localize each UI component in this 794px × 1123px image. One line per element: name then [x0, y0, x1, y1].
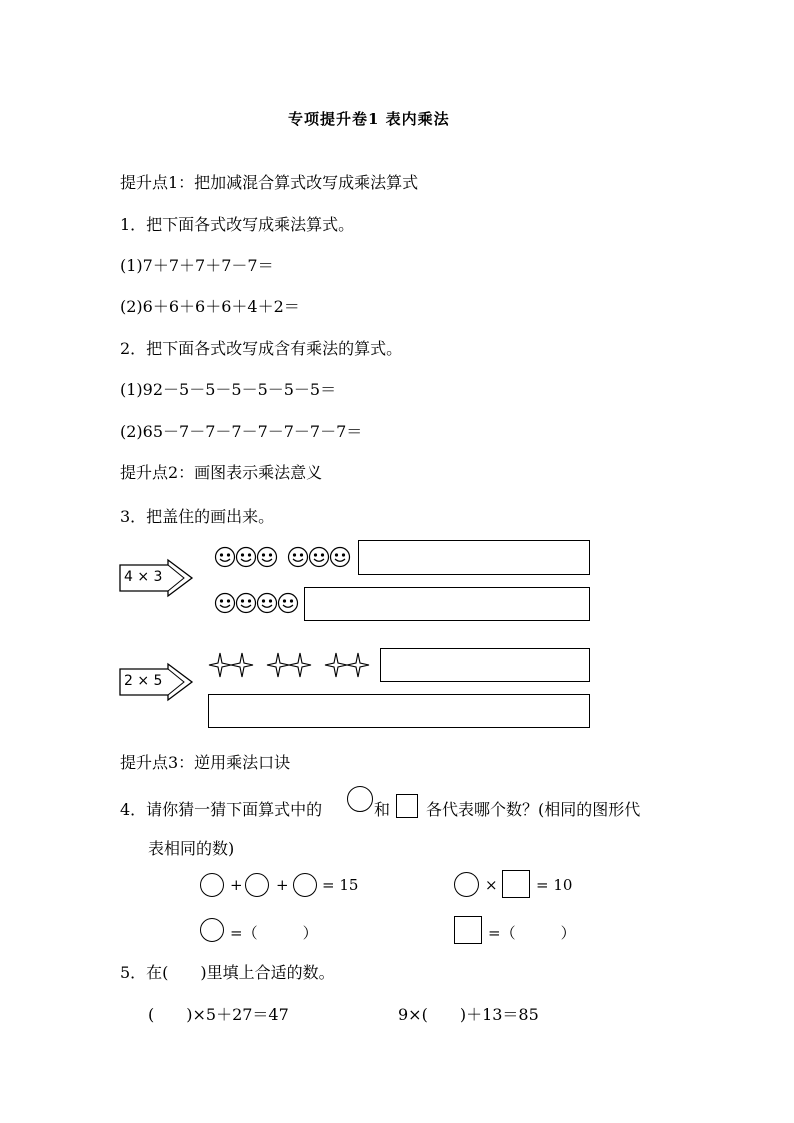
section-heading-1: 提升点1：把加减混合算式改写成乘法算式 [120, 173, 419, 192]
circle-shape-icon [347, 786, 373, 812]
question-5-stem: 5．在( )里填上合适的数。 [120, 963, 335, 982]
arrow-2x5-label: 2 × 5 [124, 673, 163, 689]
times-sign: × [485, 876, 498, 894]
equation-2-result: = 10 [536, 876, 573, 894]
equation-1-result: = 15 [322, 876, 359, 894]
question-4-stem-b: 各代表哪个数？(相同的图形代 [426, 800, 641, 819]
section-heading-2: 提升点2：画图表示乘法意义 [120, 463, 323, 482]
question-4-stem-and: 和 [374, 800, 391, 819]
smiley-group-row-1 [214, 545, 364, 571]
question-2-part-1: (1)92－5－5－5－5－5－5＝ [120, 380, 337, 399]
answer-box-stars-2[interactable] [208, 694, 590, 728]
answer-box-row-1[interactable] [358, 540, 590, 575]
arrow-4x3-label: 4 × 3 [124, 569, 163, 585]
star-group-row [208, 652, 378, 678]
smiley-group-row-2 [214, 591, 304, 617]
question-1-part-2: (2)6＋6＋6＋6＋4＋2＝ [120, 297, 300, 316]
square-answer [454, 916, 482, 944]
question-5-part-1[interactable]: ( )×5＋27＝47 [148, 1005, 289, 1024]
plus-sign-1: + [230, 876, 243, 894]
question-1-part-1: (1)7＋7＋7＋7－7＝ [120, 256, 274, 275]
circle-eq1-a [200, 873, 224, 897]
square-shape-icon [396, 794, 418, 818]
section-heading-3: 提升点3：逆用乘法口诀 [120, 753, 291, 772]
question-4-stem-c: 表相同的数) [148, 839, 235, 858]
circle-answer [200, 918, 224, 942]
question-1-stem: 1．把下面各式改写成乘法算式。 [120, 215, 355, 234]
square-eq2 [502, 870, 530, 898]
circle-eq1-b [245, 873, 269, 897]
question-2-part-2: (2)65－7－7－7－7－7－7－7＝ [120, 422, 363, 441]
page-title: 专项提升卷1 表内乘法 [288, 110, 450, 128]
circle-answer-blank[interactable]: =（ ） [230, 924, 318, 942]
question-4-stem-a: 4．请你猜一猜下面算式中的 [120, 800, 323, 819]
question-3-stem: 3．把盖住的画出来。 [120, 507, 275, 526]
answer-box-stars-1[interactable] [380, 648, 590, 682]
question-2-stem: 2．把下面各式改写成含有乘法的算式。 [120, 339, 403, 358]
circle-eq2 [454, 872, 479, 897]
plus-sign-2: + [276, 876, 289, 894]
circle-eq1-c [293, 873, 317, 897]
square-answer-blank[interactable]: =（ ） [488, 924, 576, 942]
answer-box-row-2[interactable] [304, 587, 590, 621]
question-5-part-2[interactable]: 9×( )＋13＝85 [398, 1005, 539, 1024]
